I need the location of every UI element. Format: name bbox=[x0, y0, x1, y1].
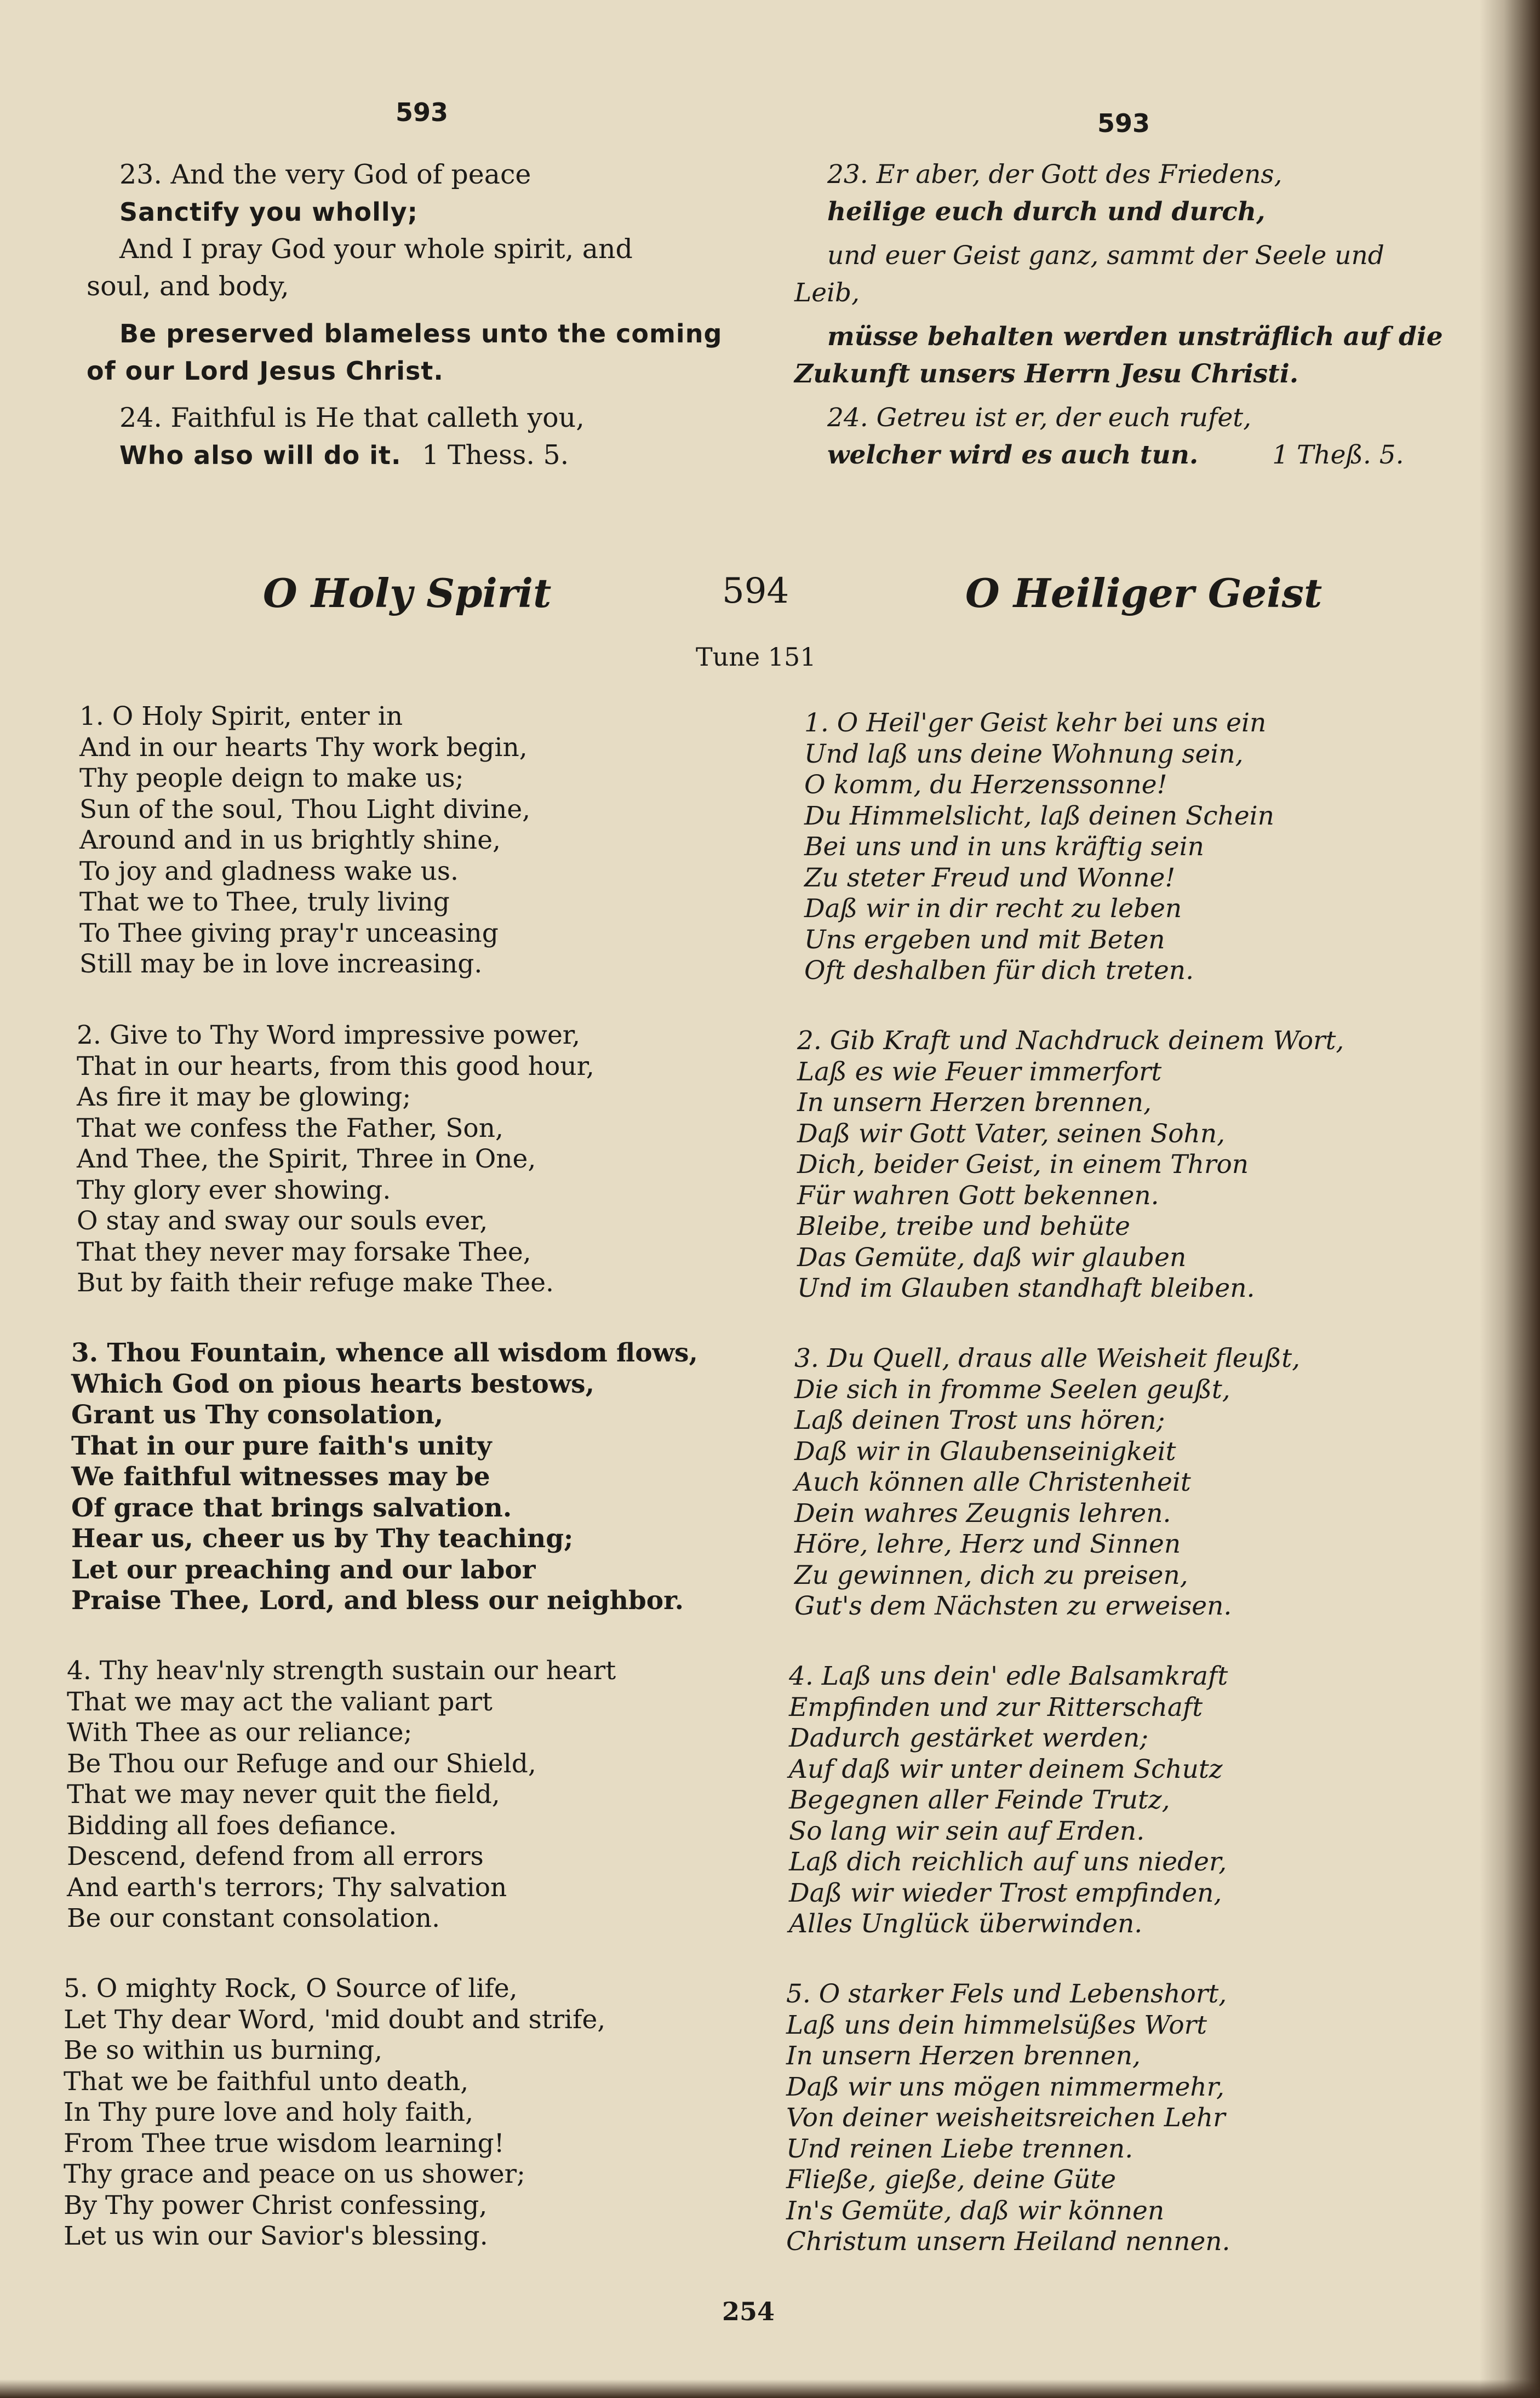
verse-line: Auch können alle Christenheit bbox=[794, 1467, 1191, 1497]
scripture-line: müsse behalten werden unsträflich auf die bbox=[827, 322, 1443, 352]
english-verse-3 bbox=[71, 1338, 698, 1617]
verse-line: In's Gemüte, daß wir können bbox=[786, 2195, 1165, 2226]
verse-line: Von deiner weisheitsreichen Lehr bbox=[786, 2103, 1226, 2133]
english-verse-1 bbox=[79, 701, 530, 980]
verse-line: Which God on pious hearts bestows, bbox=[71, 1369, 595, 1399]
verse-line: To joy and gladness wake us. bbox=[79, 856, 459, 886]
verse-line: So lang wir sein auf Erden. bbox=[789, 1816, 1145, 1846]
scripture-line: Zukunft unsers Herrn Jesu Christi. bbox=[794, 359, 1299, 389]
german-scripture-block bbox=[794, 156, 1443, 474]
verse-line: 4. Laß uns dein' edle Balsamkraft bbox=[789, 1661, 1228, 1691]
verse-line: 2. Give to Thy Word impressive power, bbox=[77, 1020, 581, 1050]
verse-line: Höre, lehre, Herz und Sinnen bbox=[794, 1529, 1181, 1559]
scripture-line bbox=[794, 437, 1443, 474]
verse-line: Daß wir in Glaubenseinigkeit bbox=[794, 1436, 1176, 1467]
verse-line: That we be faithful unto death, bbox=[64, 2066, 469, 2097]
verse-line: That we may act the valiant part bbox=[67, 1686, 493, 1717]
tune-reference: Tune 151 bbox=[696, 642, 816, 672]
verse-line: Praise Thee, Lord, and bless our neighbor. bbox=[71, 1586, 684, 1616]
verse-line: 1. O Holy Spirit, enter in bbox=[79, 701, 403, 731]
verse-line: 4. Thy heav'nly strength sustain our heart bbox=[67, 1656, 616, 1686]
verse-line: 3. Thou Fountain, whence all wisdom flows, bbox=[71, 1338, 698, 1368]
verse-line: Hear us, cheer us by Thy teaching; bbox=[71, 1524, 574, 1554]
verse-line: O komm, du Herzenssonne! bbox=[804, 770, 1167, 800]
verse-line: Auf daß wir unter deinem Schutz bbox=[789, 1754, 1223, 1784]
verse-line: 1. O Heil'ger Geist kehr bei uns ein bbox=[804, 708, 1267, 738]
scripture-line: Be preserved blameless unto the coming bbox=[119, 319, 723, 348]
verse-line: Be so within us burning, bbox=[64, 2035, 383, 2065]
verse-line: Und im Glauben standhaft bleiben. bbox=[797, 1273, 1255, 1303]
english-verse-2 bbox=[77, 1020, 594, 1299]
scripture-reference: 1 Theß. 5. bbox=[1272, 440, 1404, 470]
verse-line: Still may be in love increasing. bbox=[79, 949, 483, 979]
verse-line: That in our hearts, from this good hour, bbox=[77, 1051, 594, 1081]
verse-line: And in our hearts Thy work begin, bbox=[79, 732, 528, 763]
page-number-bottom: 254 bbox=[722, 2297, 775, 2326]
german-verse-3 bbox=[794, 1343, 1300, 1622]
verse-line: Empfinden und zur Ritterschaft bbox=[789, 1692, 1203, 1722]
verse-line: Daß wir in dir recht zu leben bbox=[804, 894, 1182, 924]
verse-line: Daß wir wieder Trost empfinden, bbox=[789, 1878, 1222, 1908]
english-verse-5 bbox=[64, 1973, 605, 2252]
scripture-bold-phrase: welcher wird es auch tun. bbox=[827, 440, 1199, 470]
verse-line: Dich, beider Geist, in einem Thron bbox=[797, 1149, 1249, 1180]
verse-line: Be Thou our Refuge and our Shield, bbox=[67, 1748, 536, 1779]
scripture-bold-phrase: Who also will do it. bbox=[119, 440, 402, 470]
verse-line: Thy grace and peace on us shower; bbox=[64, 2159, 525, 2189]
verse-line: Let us win our Savior's blessing. bbox=[64, 2221, 488, 2251]
verse-line: Around and in us brightly shine, bbox=[79, 825, 501, 855]
verse-line: Sun of the soul, Thou Light divine, bbox=[79, 794, 531, 825]
verse-line: Dadurch gestärket werden; bbox=[789, 1723, 1149, 1753]
verse-line: Bleibe, treibe und behüte bbox=[797, 1211, 1130, 1241]
verse-line: Und reinen Liebe trennen. bbox=[786, 2133, 1133, 2164]
verse-line: 3. Du Quell, draus alle Weisheit fleußt, bbox=[794, 1343, 1301, 1373]
scripture-line: of our Lord Jesus Christ. bbox=[87, 356, 444, 386]
verse-line: Daß wir uns mögen nimmermehr, bbox=[786, 2071, 1224, 2102]
scripture-line: 23. And the very God of peace bbox=[119, 159, 531, 190]
verse-line: Und laß uns deine Wohnung sein, bbox=[804, 739, 1244, 769]
german-verse-1 bbox=[804, 708, 1274, 987]
verse-line: Be our constant consolation. bbox=[67, 1903, 440, 1933]
scripture-reference: 1 Thess. 5. bbox=[422, 439, 569, 471]
verse-line: That in our pure faith's unity bbox=[71, 1430, 492, 1461]
hymn-number: 594 bbox=[722, 571, 789, 611]
verse-line: Begegnen aller Feinde Trutz, bbox=[789, 1785, 1170, 1815]
verse-line: Für wahren Gott bekennen. bbox=[797, 1180, 1159, 1211]
verse-line: Of grace that brings salvation. bbox=[71, 1492, 512, 1523]
page-number-top-left: 593 bbox=[396, 98, 449, 127]
scripture-line: And I pray God your whole spirit, and bbox=[119, 233, 633, 265]
verse-line: Let our preaching and our labor bbox=[71, 1554, 536, 1585]
verse-line: That we confess the Father, Son, bbox=[77, 1113, 503, 1143]
scripture-line: und euer Geist ganz, sammt der Seele und bbox=[827, 241, 1384, 271]
scripture-line: heilige euch durch und durch, bbox=[827, 197, 1266, 227]
verse-line: As fire it may be glowing; bbox=[77, 1082, 411, 1112]
verse-line: Zu gewinnen, dich zu preisen, bbox=[794, 1560, 1188, 1590]
verse-line: Uns ergeben und mit Beten bbox=[804, 924, 1165, 955]
verse-line: O stay and sway our souls ever, bbox=[77, 1206, 488, 1236]
binding-shadow bbox=[0, 2379, 1540, 2398]
verse-line: 5. O starker Fels und Lebenshort, bbox=[786, 1979, 1227, 2009]
verse-line: Thy glory ever showing. bbox=[77, 1175, 391, 1205]
verse-line: Du Himmelslicht, laß deinen Schein bbox=[804, 800, 1274, 831]
verse-line: Descend, defend from all errors bbox=[67, 1841, 484, 1872]
verse-line: Let Thy dear Word, 'mid doubt and strife, bbox=[64, 2004, 606, 2035]
german-verse-2 bbox=[797, 1026, 1344, 1304]
verse-line: Alles Unglück überwinden. bbox=[789, 1909, 1143, 1939]
verse-line: From Thee true wisdom learning! bbox=[64, 2128, 505, 2159]
verse-line: Bei uns und in uns kräftig sein bbox=[804, 832, 1204, 862]
verse-line: In Thy pure love and holy faith, bbox=[64, 2097, 474, 2127]
verse-line: 5. O mighty Rock, O Source of life, bbox=[64, 1973, 518, 2004]
hymn-title-english: O Holy Spirit bbox=[263, 570, 552, 616]
verse-line: Dein wahres Zeugnis lehren. bbox=[794, 1498, 1171, 1529]
verse-line: Christum unsern Heiland nennen. bbox=[786, 2227, 1230, 2257]
verse-line: To Thee giving pray'r unceasing bbox=[79, 918, 499, 948]
verse-line: Gut's dem Nächsten zu erweisen. bbox=[794, 1591, 1232, 1621]
scripture-line: 23. Er aber, der Gott des Friedens, bbox=[827, 159, 1283, 190]
scripture-line: 24. Faithful is He that calleth you, bbox=[119, 402, 585, 433]
verse-line: And Thee, the Spirit, Three in One, bbox=[77, 1144, 536, 1174]
verse-line: But by faith their refuge make Thee. bbox=[77, 1268, 554, 1298]
verse-line: In unsern Herzen brennen, bbox=[797, 1088, 1152, 1118]
verse-line: 2. Gib Kraft und Nachdruck deinem Wort, bbox=[797, 1026, 1344, 1056]
page-number-top-right: 593 bbox=[1097, 108, 1150, 138]
verse-line: Laß dich reichlich auf uns nieder, bbox=[789, 1847, 1227, 1877]
verse-line: Grant us Thy consolation, bbox=[71, 1400, 444, 1430]
german-verse-5 bbox=[786, 1979, 1230, 2258]
scripture-line: Sanctify you wholly; bbox=[119, 197, 419, 227]
german-verse-4 bbox=[789, 1661, 1228, 1940]
verse-line: Das Gemüte, daß wir glauben bbox=[797, 1242, 1187, 1273]
hymn-title-german: O Heiliger Geist bbox=[965, 570, 1323, 616]
scripture-line: 24. Getreu ist er, der euch rufet, bbox=[827, 403, 1252, 433]
verse-line: And earth's terrors; Thy salvation bbox=[67, 1872, 507, 1903]
verse-line: With Thee as our reliance; bbox=[67, 1718, 413, 1748]
verse-line: We faithful witnesses may be bbox=[71, 1462, 490, 1492]
verse-line: Laß deinen Trost uns hören; bbox=[794, 1405, 1165, 1435]
verse-line: Fließe, gieße, deine Güte bbox=[786, 2165, 1117, 2195]
english-scripture-block bbox=[87, 156, 722, 474]
verse-line: Daß wir Gott Vater, seinen Sohn, bbox=[797, 1118, 1226, 1149]
verse-line: Die sich in fromme Seelen geußt, bbox=[794, 1374, 1230, 1405]
verse-line: By Thy power Christ confessing, bbox=[64, 2190, 488, 2220]
verse-line: Zu steter Freud und Wonne! bbox=[804, 862, 1176, 893]
scripture-line bbox=[87, 437, 722, 474]
verse-line: Laß es wie Feuer immerfort bbox=[797, 1056, 1162, 1087]
scripture-line: soul, and body, bbox=[87, 271, 289, 302]
verse-line: That we may never quit the field, bbox=[67, 1779, 500, 1810]
verse-line: Laß uns dein himmelsüßes Wort bbox=[786, 2010, 1207, 2040]
verse-line: Oft deshalben für dich treten. bbox=[804, 955, 1194, 986]
verse-line: Thy people deign to make us; bbox=[79, 763, 464, 793]
verse-line: In unsern Herzen brennen, bbox=[786, 2041, 1141, 2071]
scripture-line: Leib, bbox=[794, 278, 860, 308]
verse-line: Bidding all foes defiance. bbox=[67, 1810, 397, 1841]
english-verse-4 bbox=[67, 1656, 616, 1935]
verse-line: That we to Thee, truly living bbox=[79, 887, 450, 917]
verse-line: That they never may forsake Thee, bbox=[77, 1237, 531, 1267]
